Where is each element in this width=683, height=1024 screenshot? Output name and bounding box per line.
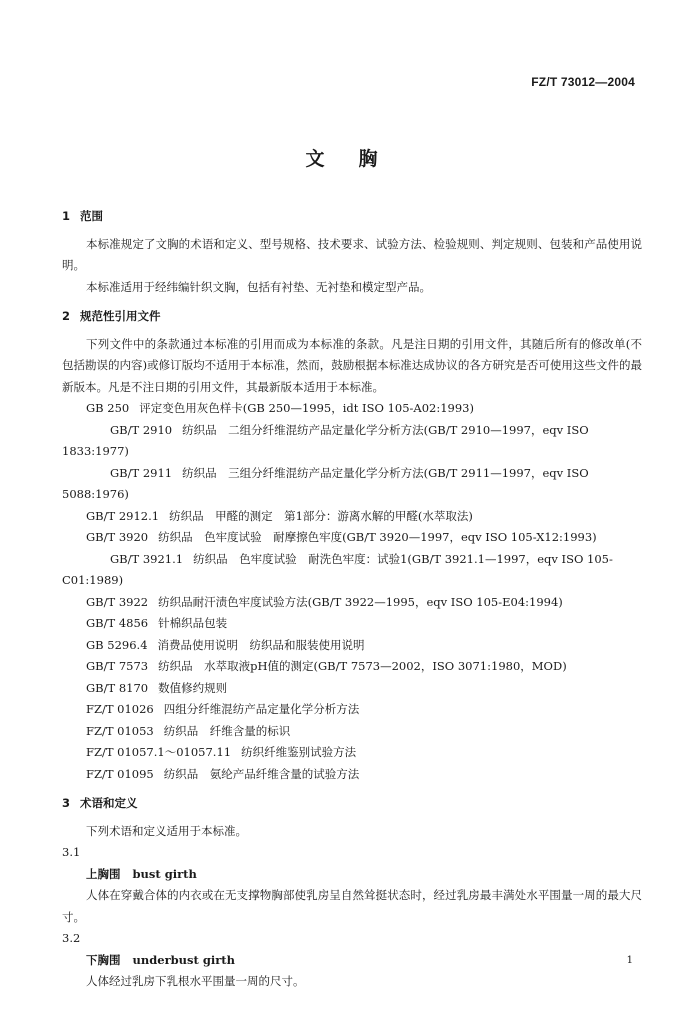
reference-item [62, 420, 642, 463]
paragraph: 本标准规定了文胸的术语和定义、型号规格、技术要求、试验方法、检验规则、判定规则、包装和产品使用说明。 [62, 236, 642, 272]
reference-item [62, 699, 642, 721]
section-number: 3 [62, 796, 71, 810]
section-title: 范围 [80, 209, 103, 223]
reference-code: GB/T 8170 [86, 680, 149, 695]
section-number: 1 [62, 209, 71, 223]
reference-code: GB/T 2910 [110, 422, 173, 437]
reference-text: 纺织纤维鉴别试验方法 [241, 745, 357, 759]
section-number: 2 [62, 309, 71, 323]
reference-text: 纺织品 水萃取液pH值的测定(GB/T 7573—2002，ISO 3071:1980，MOD) [158, 659, 567, 673]
reference-code: FZ/T 01026 [86, 702, 154, 716]
page-number: 1 [626, 955, 633, 966]
clause-number: 3.2 [62, 931, 81, 945]
reference-text: 纺织品 氨纶产品纤维含量的试验方法 [163, 766, 360, 781]
reference-text: 数值修约规则 [158, 680, 228, 695]
section-title: 规范性引用文件 [80, 309, 161, 323]
reference-code: GB/T 2912.1 [86, 508, 160, 523]
clause-number: 3.1 [62, 845, 81, 859]
reference-code: FZ/T 01095 [86, 766, 154, 781]
paragraph: 下列文件中的条款通过本标准的引用而成为本标准的条款。凡是注日期的引用文件，其随后所有的修改单(不包括勘误的内容)或修订版均不适用于本标准，然而，鼓励根据本标准达成协议的各方研究是否可使用这些文件的最新版本。凡是不注日期的引用文件，其最新版本适用于本标准。 [62, 336, 642, 394]
reference-item [62, 527, 642, 549]
reference-code: FZ/T 01053 [86, 723, 154, 738]
reference-text: 四组分纤维混纺产品定量化学分析方法 [163, 702, 360, 716]
reference-code: FZ/T 01057.1～01057.11 [86, 745, 232, 759]
section-title: 术语和定义 [80, 796, 138, 810]
reference-text: 纺织品 色牢度试验 耐摩擦色牢度(GB/T 3920—1997，eqv ISO 105-X12:1993) [158, 530, 597, 544]
section-heading-scope [62, 206, 642, 228]
reference-code: GB 250 [86, 401, 130, 415]
reference-text: 纺织品 二组分纤维混纺产品定量化学分析方法(GB/T 2910—1997，eqv ISO 1833:1977) [62, 422, 589, 458]
reference-item [62, 678, 642, 700]
reference-code: GB/T 3921.1 [110, 551, 184, 566]
reference-item [62, 549, 642, 592]
term-chinese: 下胸围 [86, 952, 121, 967]
term-chinese: 上胸围 [86, 866, 121, 881]
reference-code: GB/T 3920 [86, 530, 149, 544]
reference-code: GB/T 3922 [86, 594, 149, 609]
term-english: bust girth [132, 866, 197, 881]
term-entry [62, 864, 642, 886]
paragraph: 本标准适用于经纬编针织文胸，包括有衬垫、无衬垫和模定型产品。 [86, 279, 431, 294]
reference-item [62, 742, 642, 764]
reference-text: 纺织品耐汗渍色牢度试验方法(GB/T 3922—1995，eqv ISO 105-E04:1994) [158, 594, 563, 609]
reference-text: 针棉织品包装 [158, 616, 228, 630]
reference-item [62, 764, 642, 786]
reference-text: 纺织品 三组分纤维混纺产品定量化学分析方法(GB/T 2911—1997，eqv ISO 5088:1976) [62, 465, 589, 501]
reference-item [62, 463, 642, 506]
reference-text: 纺织品 纤维含量的标识 [163, 723, 291, 738]
term-definition: 人体在穿戴合体的内衣或在无支撑物胸部使乳房呈自然耸挺状态时，经过乳房最丰满处水平围量一周的最大尺寸。 [62, 888, 642, 924]
standard-number: FZ/T 73012—2004 [531, 75, 635, 89]
reference-item [62, 613, 642, 635]
reference-code: GB 5296.4 [86, 637, 148, 652]
reference-item [62, 635, 642, 657]
reference-text: 纺织品 甲醛的测定 第1部分：游离水解的甲醛(水萃取法) [169, 508, 473, 523]
document-title: 文胸 [305, 148, 412, 170]
section-heading-normative-references [62, 306, 642, 328]
reference-code: GB/T 2911 [110, 465, 173, 480]
reference-text: 纺织品 色牢度试验 耐洗色牢度：试验1(GB/T 3921.1—1997，eqv ISO 105-C01:1989) [62, 551, 613, 587]
section-heading-terms-definitions [62, 793, 642, 815]
reference-item [62, 721, 642, 743]
term-english: underbust girth [132, 952, 235, 967]
reference-code: GB/T 7573 [86, 659, 149, 673]
reference-item [62, 656, 642, 678]
term-definition: 人体经过乳房下乳根水平围量一周的尺寸。 [86, 974, 305, 988]
reference-item [62, 506, 642, 528]
reference-item [62, 592, 642, 614]
paragraph: 下列术语和定义适用于本标准。 [86, 823, 247, 838]
document-body [62, 206, 642, 993]
reference-text: 评定变色用灰色样卡(GB 250—1995，idt ISO 105-A02:1993) [139, 401, 474, 415]
reference-item [62, 398, 642, 420]
reference-text: 消费品使用说明 纺织品和服装使用说明 [157, 637, 365, 652]
reference-code: GB/T 4856 [86, 616, 149, 630]
term-entry [62, 950, 642, 972]
